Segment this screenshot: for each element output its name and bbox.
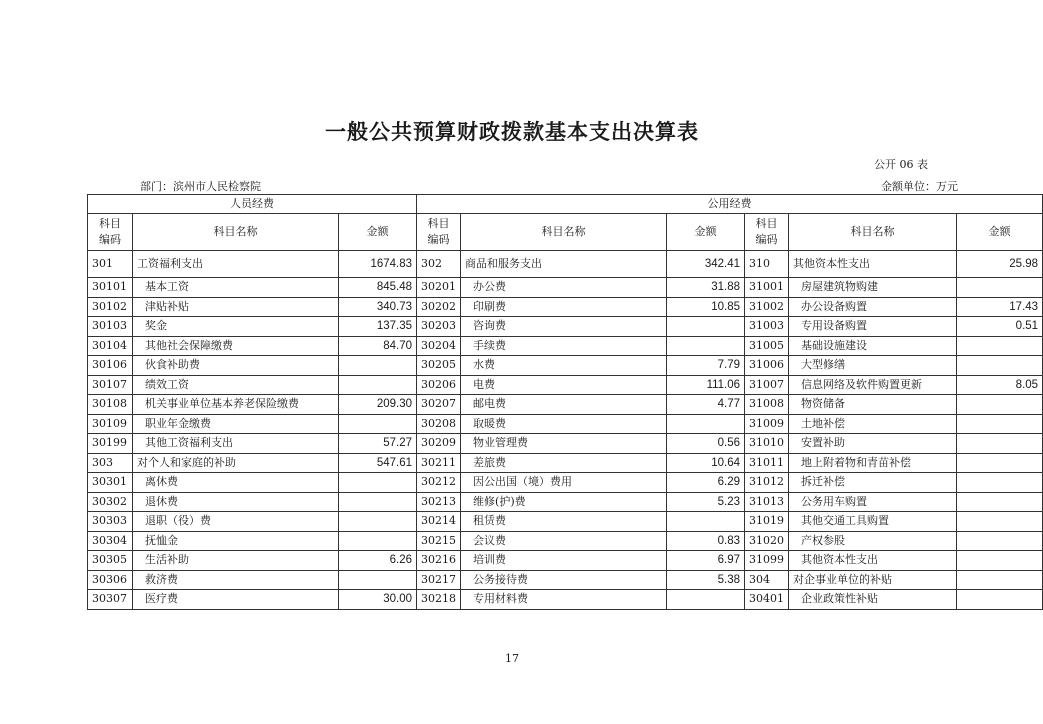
table-row (88, 570, 1043, 590)
subject-code: 30217 (417, 570, 461, 590)
subject-code: 31007 (745, 375, 789, 395)
amount-cell: 6.97 (667, 551, 745, 571)
subject-name: 土地补偿 (789, 414, 957, 434)
subject-code: 30203 (417, 317, 461, 337)
subject-name: 其他交通工具购置 (789, 512, 957, 532)
amount-cell (667, 590, 745, 610)
amount-cell: 111.06 (667, 375, 745, 395)
group-personnel: 人员经费 (88, 195, 417, 214)
amount-cell: 137.35 (339, 317, 417, 337)
subject-name: 机关事业单位基本养老保险缴费 (133, 395, 339, 415)
subject-code: 30206 (417, 375, 461, 395)
amount-cell (339, 473, 417, 493)
subject-code: 30306 (88, 570, 133, 590)
header-code: 科目 编码 (745, 214, 789, 251)
subject-name: 企业政策性补贴 (789, 590, 957, 610)
amount-cell (957, 531, 1043, 551)
amount-cell (957, 473, 1043, 493)
amount-cell: 845.48 (339, 278, 417, 298)
page-title: 一般公共预算财政拨款基本支出决算表 (325, 120, 699, 144)
subject-code: 30199 (88, 434, 133, 454)
subject-name: 大型修缮 (789, 356, 957, 376)
subject-code: 30205 (417, 356, 461, 376)
subject-code: 30109 (88, 414, 133, 434)
header-code: 科目 编码 (88, 214, 133, 251)
header-name: 科目名称 (133, 214, 339, 251)
subject-name: 其他工资福利支出 (133, 434, 339, 454)
header-amount: 金额 (339, 214, 417, 251)
subject-code: 30213 (417, 492, 461, 512)
subject-name: 办公设备购置 (789, 297, 957, 317)
amount-cell (339, 531, 417, 551)
subject-name: 生活补助 (133, 551, 339, 571)
subject-code: 30216 (417, 551, 461, 571)
table-row (88, 590, 1043, 610)
table-row (88, 414, 1043, 434)
amount-cell: 6.26 (339, 551, 417, 571)
subject-code: 31001 (745, 278, 789, 298)
subject-code: 30101 (88, 278, 133, 298)
amount-cell: 0.56 (667, 434, 745, 454)
subject-name: 津贴补贴 (133, 297, 339, 317)
subject-name: 取暖费 (461, 414, 667, 434)
subject-name: 退职（役）费 (133, 512, 339, 532)
amount-cell: 0.51 (957, 317, 1043, 337)
amount-cell (957, 492, 1043, 512)
subject-code: 31003 (745, 317, 789, 337)
amount-cell: 342.41 (667, 251, 745, 278)
amount-cell: 31.88 (667, 278, 745, 298)
subject-code: 30302 (88, 492, 133, 512)
subject-name: 职业年金缴费 (133, 414, 339, 434)
subject-code: 30303 (88, 512, 133, 532)
amount-cell: 8.05 (957, 375, 1043, 395)
table-row (88, 492, 1043, 512)
amount-cell: 25.98 (957, 251, 1043, 278)
table-row (88, 297, 1043, 317)
subject-name: 培训费 (461, 551, 667, 571)
amount-cell (667, 512, 745, 532)
amount-cell: 57.27 (339, 434, 417, 454)
subject-code: 30102 (88, 297, 133, 317)
table-row (88, 375, 1043, 395)
table-row (88, 356, 1043, 376)
amount-cell: 7.79 (667, 356, 745, 376)
subject-code: 30212 (417, 473, 461, 493)
amount-cell (957, 570, 1043, 590)
amount-cell: 10.64 (667, 453, 745, 473)
amount-cell: 10.85 (667, 297, 745, 317)
unit-label: 金额单位：万元 (881, 180, 958, 193)
subject-code: 30305 (88, 551, 133, 571)
amount-cell (957, 336, 1043, 356)
subject-code: 31020 (745, 531, 789, 551)
amount-cell (667, 336, 745, 356)
subject-name: 因公出国（境）费用 (461, 473, 667, 493)
table-row (88, 395, 1043, 415)
subject-name: 其他资本性支出 (789, 251, 957, 278)
amount-cell (957, 512, 1043, 532)
form-number: 公开 06 表 (874, 158, 928, 171)
subject-code: 30107 (88, 375, 133, 395)
subject-code: 30304 (88, 531, 133, 551)
subject-code: 31008 (745, 395, 789, 415)
amount-cell: 547.61 (339, 453, 417, 473)
table-row (88, 251, 1043, 278)
subject-code: 31011 (745, 453, 789, 473)
subject-name: 物业管理费 (461, 434, 667, 454)
amount-cell: 84.70 (339, 336, 417, 356)
subject-name: 奖金 (133, 317, 339, 337)
amount-cell (339, 414, 417, 434)
table-row (88, 453, 1043, 473)
subject-code: 30307 (88, 590, 133, 610)
subject-code: 302 (417, 251, 461, 278)
subject-name: 房屋建筑物购建 (789, 278, 957, 298)
amount-cell (667, 414, 745, 434)
subject-name: 医疗费 (133, 590, 339, 610)
subject-name: 绩效工资 (133, 375, 339, 395)
amount-cell (957, 414, 1043, 434)
subject-name: 咨询费 (461, 317, 667, 337)
subject-code: 30103 (88, 317, 133, 337)
group-public: 公用经费 (417, 195, 1043, 214)
subject-code: 31006 (745, 356, 789, 376)
subject-name: 租赁费 (461, 512, 667, 532)
subject-code: 30201 (417, 278, 461, 298)
expenditure-table (87, 194, 1043, 610)
subject-code: 30108 (88, 395, 133, 415)
table-row (88, 473, 1043, 493)
subject-name: 退休费 (133, 492, 339, 512)
subject-code: 30207 (417, 395, 461, 415)
subject-name: 手续费 (461, 336, 667, 356)
subject-name: 印刷费 (461, 297, 667, 317)
amount-cell (339, 570, 417, 590)
table-row (88, 551, 1043, 571)
subject-name: 拆迁补偿 (789, 473, 957, 493)
subject-code: 303 (88, 453, 133, 473)
subject-name: 办公费 (461, 278, 667, 298)
subject-code: 30215 (417, 531, 461, 551)
amount-cell (957, 278, 1043, 298)
amount-cell: 5.23 (667, 492, 745, 512)
header-amount: 金额 (957, 214, 1043, 251)
subject-code: 30208 (417, 414, 461, 434)
subject-code: 30218 (417, 590, 461, 610)
amount-cell (339, 356, 417, 376)
subject-name: 产权参股 (789, 531, 957, 551)
header-code: 科目 编码 (417, 214, 461, 251)
department-label: 部门：滨州市人民检察院 (140, 180, 261, 193)
subject-name: 专用材料费 (461, 590, 667, 610)
subject-name: 安置补助 (789, 434, 957, 454)
subject-code: 31009 (745, 414, 789, 434)
amount-cell: 6.29 (667, 473, 745, 493)
table-row (88, 531, 1043, 551)
amount-cell: 4.77 (667, 395, 745, 415)
table-row (88, 512, 1043, 532)
header-name: 科目名称 (789, 214, 957, 251)
subject-name: 离休费 (133, 473, 339, 493)
amount-cell: 5.38 (667, 570, 745, 590)
subject-name: 抚恤金 (133, 531, 339, 551)
amount-cell: 209.30 (339, 395, 417, 415)
subject-name: 对企事业单位的补贴 (789, 570, 957, 590)
subject-name: 基本工资 (133, 278, 339, 298)
subject-name: 商品和服务支出 (461, 251, 667, 278)
table-row (88, 317, 1043, 337)
subject-name: 水费 (461, 356, 667, 376)
amount-cell (957, 551, 1043, 571)
subject-name: 伙食补助费 (133, 356, 339, 376)
subject-code: 310 (745, 251, 789, 278)
amount-cell (339, 492, 417, 512)
amount-cell (957, 453, 1043, 473)
page-number: 17 (505, 652, 519, 665)
subject-code: 30204 (417, 336, 461, 356)
header-name: 科目名称 (461, 214, 667, 251)
subject-code: 30209 (417, 434, 461, 454)
subject-code: 304 (745, 570, 789, 590)
amount-cell (957, 434, 1043, 454)
subject-name: 专用设备购置 (789, 317, 957, 337)
subject-name: 救济费 (133, 570, 339, 590)
subject-code: 31002 (745, 297, 789, 317)
amount-cell (957, 395, 1043, 415)
amount-cell (957, 590, 1043, 610)
subject-code: 31013 (745, 492, 789, 512)
subject-name: 其他社会保障缴费 (133, 336, 339, 356)
subject-code: 30214 (417, 512, 461, 532)
subject-code: 30104 (88, 336, 133, 356)
subject-code: 31019 (745, 512, 789, 532)
table-row (88, 278, 1043, 298)
header-amount: 金额 (667, 214, 745, 251)
subject-name: 会议费 (461, 531, 667, 551)
subject-code: 31099 (745, 551, 789, 571)
table-row (88, 434, 1043, 454)
subject-code: 31012 (745, 473, 789, 493)
table-row (88, 336, 1043, 356)
subject-name: 其他资本性支出 (789, 551, 957, 571)
subject-name: 物资储备 (789, 395, 957, 415)
amount-cell (339, 375, 417, 395)
subject-code: 30202 (417, 297, 461, 317)
amount-cell (339, 512, 417, 532)
amount-cell: 1674.83 (339, 251, 417, 278)
subject-name: 对个人和家庭的补助 (133, 453, 339, 473)
subject-code: 31005 (745, 336, 789, 356)
subject-name: 邮电费 (461, 395, 667, 415)
subject-name: 信息网络及软件购置更新 (789, 375, 957, 395)
subject-code: 30106 (88, 356, 133, 376)
subject-code: 31010 (745, 434, 789, 454)
subject-name: 基础设施建设 (789, 336, 957, 356)
subject-name: 公务接待费 (461, 570, 667, 590)
subject-code: 30211 (417, 453, 461, 473)
subject-name: 公务用车购置 (789, 492, 957, 512)
subject-name: 电费 (461, 375, 667, 395)
subject-name: 地上附着物和青苗补偿 (789, 453, 957, 473)
amount-cell: 30.00 (339, 590, 417, 610)
subject-name: 维修(护)费 (461, 492, 667, 512)
subject-code: 301 (88, 251, 133, 278)
subject-name: 差旅费 (461, 453, 667, 473)
amount-cell: 340.73 (339, 297, 417, 317)
amount-cell (957, 356, 1043, 376)
amount-cell: 0.83 (667, 531, 745, 551)
subject-code: 30301 (88, 473, 133, 493)
amount-cell (667, 317, 745, 337)
subject-name: 工资福利支出 (133, 251, 339, 278)
subject-code: 30401 (745, 590, 789, 610)
amount-cell: 17.43 (957, 297, 1043, 317)
